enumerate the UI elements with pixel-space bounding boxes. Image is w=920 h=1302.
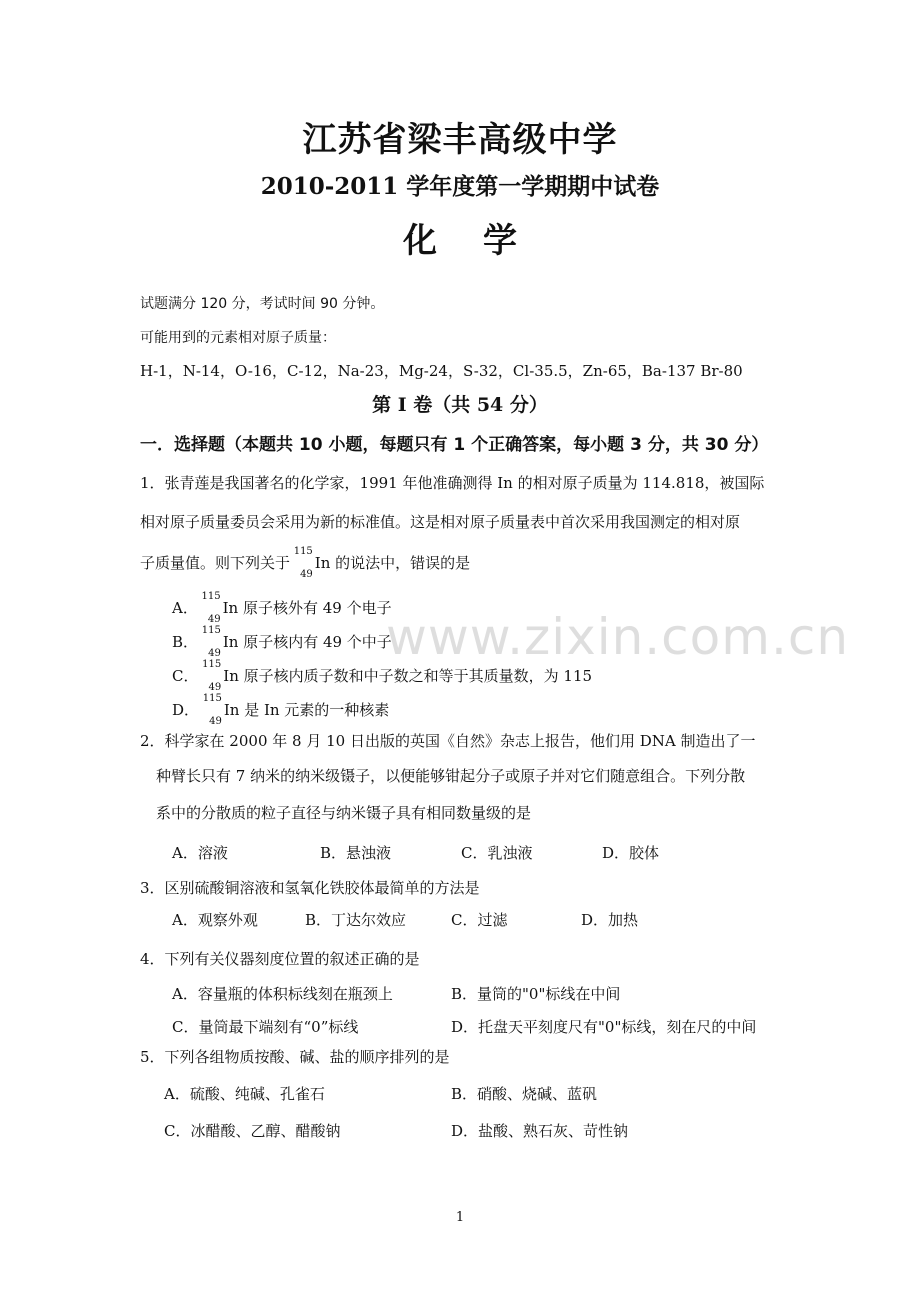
q2-option-d: D．胶体 [602,844,660,862]
section-title: 一．选择题（本题共 10 小题，每题只有 1 个正确答案，每小题 3 分，共 30 分） [140,435,769,455]
watermark: www.zixin.com.cn [386,608,850,666]
q1-option-c: C． 115 49 In 原子核内质子数和中子数之和等于其质量数，为 115 [172,659,593,693]
q3-option-c: C．过滤 [451,911,508,929]
q2-line2: 种臂长只有 7 纳米的纳米级镊子，以便能够钳起分子或原子并对它们随意组合。下列分散 [156,767,746,785]
q5-option-b: B．硝酸、烧碱、蓝矾 [451,1085,598,1103]
q5-option-d: D．盐酸、熟石灰、苛性钠 [451,1122,629,1140]
nuclide-notation: 115 49 [202,659,222,693]
exam-info-line: 试题满分 120 分，考试时间 90 分钟。 [140,296,385,312]
atomic-mass-intro: 可能用到的元素相对原子质量： [140,330,336,346]
q1-line1: 1．张青莲是我国著名的化学家，1991 年他准确测得 In 的相对原子质量为 114.818，被国际 [140,474,765,492]
exam-title: 2010-2011 学年度第一学期期中试卷 [260,173,660,200]
q4-option-b: B．量筒的"0"标线在中间 [451,985,621,1003]
q1-line3-pre: 子质量值。则下列关于 [140,554,291,572]
q2-option-a: A．溶液 [172,844,228,862]
q1-option-d: D． 115 49 In 是 In 元素的一种核素 [172,693,390,727]
q2-line3: 系中的分散质的粒子直径与纳米镊子具有相同数量级的是 [156,804,532,822]
part-title: 第 I 卷（共 54 分） [372,394,548,416]
q1-line2: 相对原子质量委员会采用为新的标准值。这是相对原子质量表中首次采用我国测定的相对原 [140,513,741,531]
q2-option-b: B．悬浊液 [320,844,392,862]
q1-option-a: A． 115 49 In 原子核外有 49 个电子 [172,591,392,625]
nuclide-atomic-number: 49 [300,569,313,580]
q2-line1: 2．科学家在 2000 年 8 月 10 日出版的英国《自然》杂志上报告，他们用 DNA 制造出了一 [140,732,756,750]
nuclide-notation: 115 49 [201,625,221,659]
q4-option-c: C．量筒最下端刻有“0”标线 [172,1018,359,1036]
q1-line3 [140,546,471,580]
q5-option-c: C．冰醋酸、乙醇、醋酸钠 [164,1122,341,1140]
q4-option-d: D．托盘天平刻度尺有"0"标线，刻在尺的中间 [451,1018,757,1036]
nuclide-notation [293,546,313,580]
q4-line1: 4．下列有关仪器刻度位置的叙述正确的是 [140,950,420,968]
q3-option-d: D．加热 [581,911,639,929]
nuclide-mass-number: 115 [293,546,313,557]
q2-option-c: C．乳浊液 [461,844,533,862]
q3-line1: 3．区别硫酸铜溶液和氢氧化铁胶体最简单的方法是 [140,879,480,897]
q1-line3-post: 的说法中，错误的是 [335,554,471,572]
q4-option-a: A．容量瓶的体积标线刻在瓶颈上 [172,985,393,1003]
school-name: 江苏省梁丰高级中学 [302,120,618,160]
q5-line1: 5．下列各组物质按酸、碱、盐的顺序排列的是 [140,1048,450,1066]
page-number: 1 [455,1210,465,1225]
atomic-mass-list: H-1，N-14，O-16，C-12，Na-23，Mg-24，S-32，Cl-35.5，Zn-65，Ba-137 Br-80 [140,362,743,380]
nuclide-symbol: In [314,554,331,572]
nuclide-notation: 115 49 [202,693,222,727]
q3-option-b: B．丁达尔效应 [305,911,407,929]
q3-option-a: A．观察外观 [172,911,258,929]
nuclide-notation: 115 49 [201,591,221,625]
q1-option-b: B． 115 49 In 原子核内有 49 个中子 [172,625,392,659]
subject-title: 化学 [403,221,563,261]
q5-option-a: A．硫酸、纯碱、孔雀石 [164,1085,325,1103]
